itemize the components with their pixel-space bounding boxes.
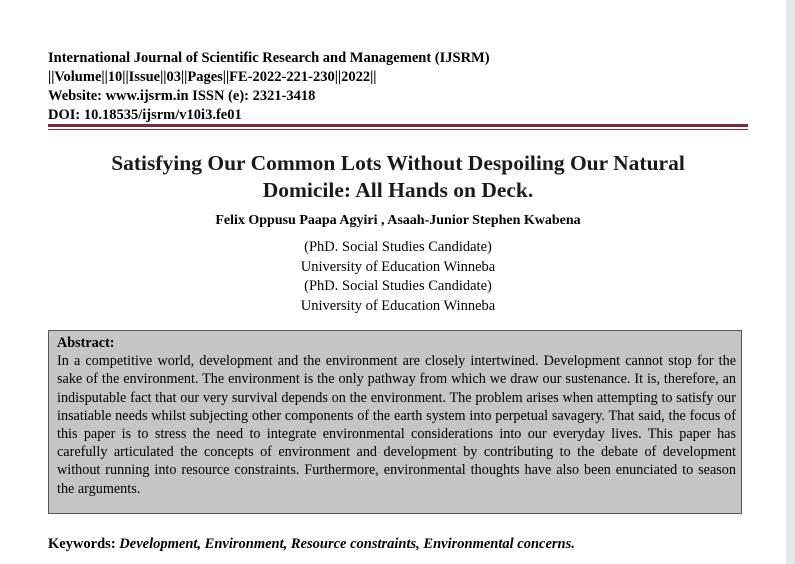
keywords (48, 535, 575, 554)
keywords-list: Development, Environment, Resource constraints, Environmental concerns. (119, 536, 575, 552)
doi-line: DOI: 10.18535/ijsrm/v10i3.fe01 (48, 107, 242, 123)
viewer-edge (786, 0, 795, 564)
title-line-1: Satisfying Our Common Lots Without Despoiling Our Natural (111, 151, 685, 175)
authors: Felix Oppusu Paapa Agyiri , Asaah-Junior Stephen Kwabena (215, 213, 581, 228)
affiliation-line: (PhD. Social Studies Candidate) (304, 278, 492, 294)
abstract-content (57, 334, 736, 498)
journal-header (48, 49, 490, 125)
keywords-label: Keywords: (48, 536, 120, 552)
header-rule-thick (48, 124, 748, 127)
paper-title (48, 150, 748, 204)
header-rule-thin (48, 129, 748, 130)
affiliation-line: (PhD. Social Studies Candidate) (304, 239, 492, 255)
abstract-heading: Abstract: (57, 335, 115, 351)
volume-issue-line: ||Volume||10||Issue||03||Pages||FE-2022-221-230||2022|| (48, 69, 377, 85)
abstract-box (48, 330, 742, 514)
website-issn-line: Website: www.ijsrm.in ISSN (e): 2321-3418 (48, 88, 316, 104)
abstract-text: In a competitive world, development and the environment are closely intertwined. Development cannot stop for the sake of the environment. The environment is the only pathway from which we draw our sustenance. It is, therefore, an indisputable fact that our very survival depends on the environment. The problem arises when attempting to satisfy our insatiable needs whilst subjecting other components of the earth system into perpetual savagery. That said, the focus of this paper is to stress the need to integrate environmental considerations into our everyday lives. This paper has carefully articulated the concepts of environment and development by contributing to the debate of development without running into resource constraints. Furthermore, environmental thoughts have also been enunciated to season the arguments. (57, 353, 736, 497)
journal-name: International Journal of Scientific Research and Management (IJSRM) (48, 50, 490, 66)
title-line-2: Domicile: All Hands on Deck. (262, 178, 534, 202)
affiliations (48, 238, 748, 316)
affiliation-line: University of Education Winneba (300, 258, 496, 275)
affiliation-line: University of Education Winneba (300, 297, 496, 314)
